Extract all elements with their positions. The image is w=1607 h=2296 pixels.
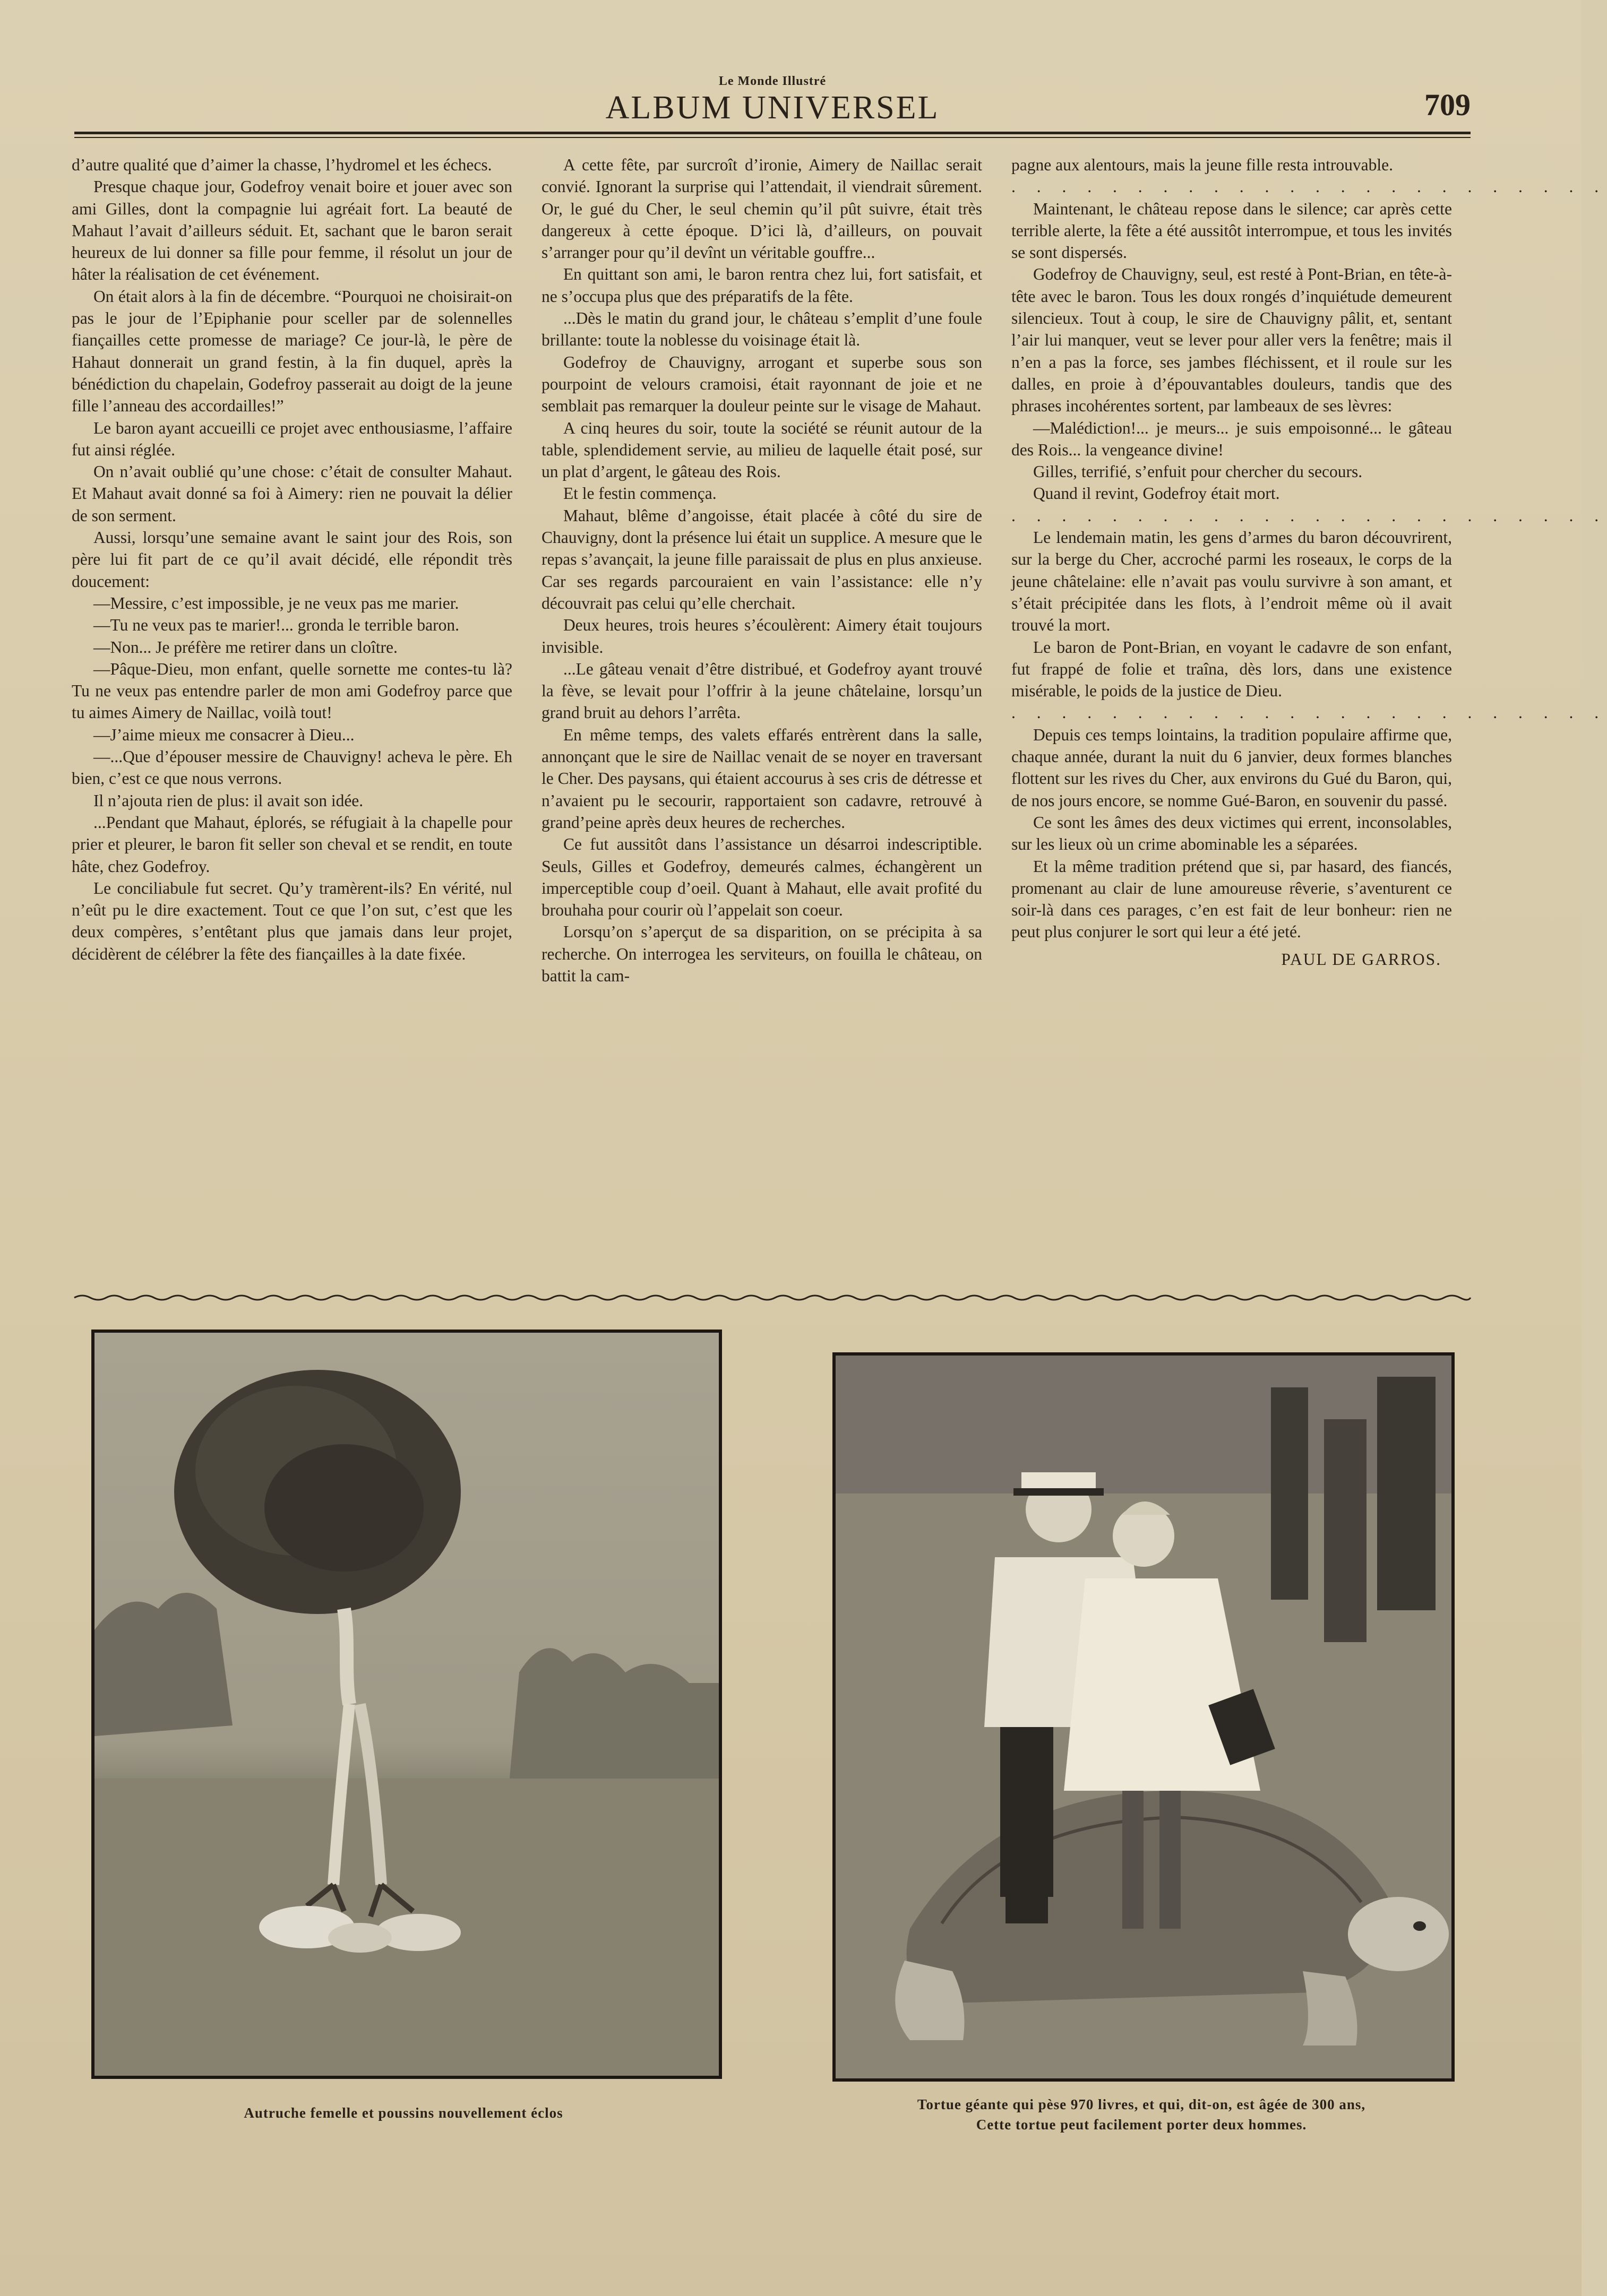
paragraph: Lorsqu’on s’aperçut de sa disparition, on se précipita à sa recherche. On interrogea les serviteurs, on fouilla le château, on battit la cam- — [542, 922, 982, 985]
paragraph: Deux heures, trois heures s’écoulèrent: Aimery était toujours invisible. — [542, 616, 982, 657]
paragraph: Depuis ces temps lointains, la tradition populaire affirme que, chaque année, durant la nuit du 6 janvier, deux formes blanches flottent sur les rives du Cher, aux environs du Gué du Baron, qui, de nos jours encore, se nomme Gué-Baron, en souvenir du passé. — [1011, 725, 1452, 810]
paragraph: Gilles, terrifié, s’enfuit pour chercher du secours. — [1033, 462, 1363, 481]
paragraph: Mahaut, blême d’angoisse, était placée à côté du sire de Chauvigny, dont la présence lui était un supplice. A mesure que le repas s’avançait, la jeune fille paraissait de plus en plus anxieuse. Car ses regards parcouraient en vain l’assistance: elle n’y découvrait pas celui qu’elle cherchait. — [542, 506, 982, 612]
paragraph: Le conciliabule fut secret. Qu’y tramèrent-ils? En vérité, nul n’eût pu le dire exactement. Tout ce que l’on sut, c’est que les deux compères, s’entêtant plus que jamais dans leur projet, décidèrent de célébrer la fête des fiançailles à la date fixée. — [72, 878, 512, 963]
publication-title: ALBUM UNIVERSEL — [605, 90, 940, 126]
section-break-dots: . . . . . . . . . . . . . . . . . . . . . . . . — [1011, 703, 1607, 722]
paragraph: Et la même tradition prétend que si, par hasard, des fiancés, promenant au clair de lune amoureuse rêverie, s’aventurent ce soir-là dans ces parages, c’en est fait de leur bonheur: rien ne peut plus conjurer le sort qui leur a été jeté. — [1011, 857, 1452, 942]
article-column-3 — [1011, 154, 1607, 1284]
ostrich-illustration — [94, 1333, 719, 2076]
paragraph: —Malédiction!... je meurs... je suis empoisonné... le gâteau des Rois... la vengeance divine! — [1011, 418, 1452, 459]
article-columns — [72, 154, 1607, 1284]
paragraph: En même temps, des valets effarés entrèrent dans la salle, annonçant que le sire de Naillac venait de se noyer en traversant le Cher. Des paysans, qui étaient accourus à ses cris de détresse et n’avaient pu le secourir, rapportaient son cadavre, retrouvé à grand’peine après deux heures de recherches. — [542, 725, 982, 832]
paragraph: d’autre qualité que d’aimer la chasse, l’hydromel et les échecs. — [72, 156, 492, 174]
paragraph: —Messire, c’est impossible, je ne veux pas me marier. — [93, 593, 459, 612]
paragraph: Le lendemain matin, les gens d’armes du baron découvrirent, sur la berge du Cher, accroché parmi les roseaux, le corps de la jeune châtelaine: elle n’avait pas voulu survivre à son amant, et s’était précipitée dans les flots, à l’endroit même où il avait trouvé la mort. — [1011, 528, 1452, 635]
paragraph: Il n’ajouta rien de plus: il avait son idée. — [93, 791, 364, 810]
paragraph: Ce sont les âmes des deux victimes qui errent, inconsolables, sur les lieux où un crime abominable les a séparées. — [1011, 813, 1452, 854]
tortoise-photograph — [832, 1352, 1455, 2082]
paragraph: On était alors à la fin de décembre. “Pourquoi ne choisirait-on pas le jour de l’Epiphanie pour sceller par de solennelles fiançailles cette promesse de mariage? Ce jour-là, le père de Hahaut donnerait un grand festin, à la fin duquel, après la bénédiction du chapelain, Godefroy passerait au doigt de la jeune fille l’anneau des accordailles!” — [72, 287, 512, 416]
header-rule-thick — [74, 132, 1471, 134]
paragraph: —Pâque-Dieu, mon enfant, quelle sornette me contes-tu là? Tu ne veux pas entendre parler de mon ami Godefroy parce que tu aimes Aimery de Naillac, voilà tout! — [72, 659, 512, 722]
ostrich-caption: Autruche femelle et poussins nouvellement éclos — [244, 2105, 563, 2121]
header-rule-thin — [74, 137, 1471, 138]
ostrich-photograph — [91, 1330, 722, 2079]
page-header — [74, 74, 1471, 143]
paragraph: Presque chaque jour, Godefroy venait boire et jouer avec son ami Gilles, dont la compagnie lui agréait fort. La beauté de Mahaut l’avait d’ailleurs séduit. Et, sachant que le baron serait heureux de lui donner sa fille pour femme, il résolut un jour de hâter la réalisation de cet événement. — [72, 177, 512, 284]
paragraph: ...Le gâteau venait d’être distribué, et Godefroy ayant trouvé la fève, se levait pour l’offrir à la jeune châtelaine, lorsqu’un grand bruit au dehors l’arrêta. — [542, 659, 982, 722]
paragraph: Ce fut aussitôt dans l’assistance un désarroi indescriptible. Seuls, Gilles et Godefroy, demeurés calmes, échangèrent un imperceptible coup d’oeil. Quant à Mahaut, elle avait profité du brouhaha pour courir où l’appelait son coeur. — [542, 835, 982, 920]
paragraph: ...Dès le matin du grand jour, le château s’emplit d’une foule brillante: toute la noblesse du voisinage était là. — [542, 309, 982, 350]
paragraph: —J’aime mieux me consacrer à Dieu... — [93, 725, 355, 744]
tortoise-caption-line-1: Tortue géante qui pèse 970 livres, et qui, dit-on, est âgée de 300 ans, — [917, 2096, 1366, 2112]
paragraph: Et le festin commença. — [563, 484, 717, 503]
tortoise-caption-line-2: Cette tortue peut facilement porter deux hommes. — [976, 2117, 1307, 2133]
paragraph: On n’avait oublié qu’une chose: c’était de consulter Mahaut. Et Mahaut avait donné sa foi à Aimery: rien ne pouvait la délier de son serment. — [72, 462, 512, 525]
paragraph: Le baron ayant accueilli ce projet avec enthousiasme, l’affaire fut ainsi réglée. — [72, 418, 512, 459]
paragraph: En quittant son ami, le baron rentra chez lui, fort satisfait, et ne s’occupa plus que des préparatifs de la fête. — [542, 265, 982, 306]
paragraph: A cinq heures du soir, toute la société se réunit autour de la table, splendidement servie, au milieu de laquelle était posé, sur un plat d’argent, le gâteau des Rois. — [542, 418, 982, 481]
paragraph: pagne aux alentours, mais la jeune fille resta introuvable. — [1011, 156, 1393, 174]
article-column-2 — [542, 154, 982, 1284]
tortoise-illustration — [836, 1356, 1451, 2078]
paragraph: —...Que d’épouser messire de Chauvigny! acheva le père. Eh bien, c’est ce que nous verrons. — [72, 747, 512, 788]
paragraph: Maintenant, le château repose dans le silence; car après cette terrible alerte, la fête a été aussitôt interrompue, et tous les invités se sont dispersés. — [1011, 199, 1452, 262]
decorative-wavy-rule — [74, 1292, 1471, 1303]
paragraph: A cette fête, par surcroît d’ironie, Aimery de Naillac serait convié. Ignorant la surprise qui l’attendait, il viendrait sûrement. Or, le gué du Cher, le seul chemin qu’il pût suivre, était très dangereux à cette époque. D’ici là, d’ailleurs, on pouvait s’arranger pour qu’il devînt un véritable gouffre... — [542, 156, 982, 262]
paragraph: Quand il revint, Godefroy était mort. — [1033, 484, 1280, 503]
paragraph: —Tu ne veux pas te marier!... gronda le terrible baron. — [93, 616, 459, 635]
paragraph: —Non... Je préfère me retirer dans un cloître. — [93, 637, 398, 657]
tortoise-caption — [807, 2094, 1476, 2135]
paragraph: Le baron de Pont-Brian, en voyant le cadavre de son enfant, fut frappé de folie et traîna, dès lors, dans une existence misérable, le poids de la justice de Dieu. — [1011, 637, 1452, 701]
page-number: 709 — [1424, 88, 1471, 122]
author-signature: PAUL DE GARROS. — [1281, 950, 1441, 969]
paragraph: Aussi, lorsqu’une semaine avant le saint jour des Rois, son père lui fit part de ce qu’il avait décidé, elle répondit très doucement: — [72, 528, 512, 591]
article-column-1 — [72, 154, 512, 1284]
paragraph: Godefroy de Chauvigny, seul, est resté à Pont-Brian, en tête-à-tête avec le baron. Tous les doux rongés d’inquiétude demeurent silencieux. Tout à coup, le sire de Chauvigny pâlit, et, sentant l’air lui manquer, veut se lever pour aller vers la fenêtre; mais il n’en a pas la force, ses jambes fléchissent, et il roule sur les dalles, en proie à d’épouvantables douleurs, tandis que des phrases incohérentes sortent, par lambeaux de ses lèvres: — [1011, 265, 1452, 416]
paragraph: ...Pendant que Mahaut, éplorés, se réfugiait à la chapelle pour prier et pleurer, le baron fit seller son cheval et se rendit, en toute hâte, chez Godefroy. — [72, 813, 512, 876]
paragraph: Godefroy de Chauvigny, arrogant et superbe sous son pourpoint de velours cramoisi, était rayonnant de joie et ne semblait pas remarquer la douleur peinte sur le visage de Mahaut. — [542, 352, 982, 416]
supertitle: Le Monde Illustré — [718, 74, 827, 88]
section-break-dots: . . . . . . . . . . . . . . . . . . . . . . . . — [1011, 506, 1607, 525]
section-break-dots: . . . . . . . . . . . . . . . . . . . . . . . . — [1011, 177, 1607, 196]
